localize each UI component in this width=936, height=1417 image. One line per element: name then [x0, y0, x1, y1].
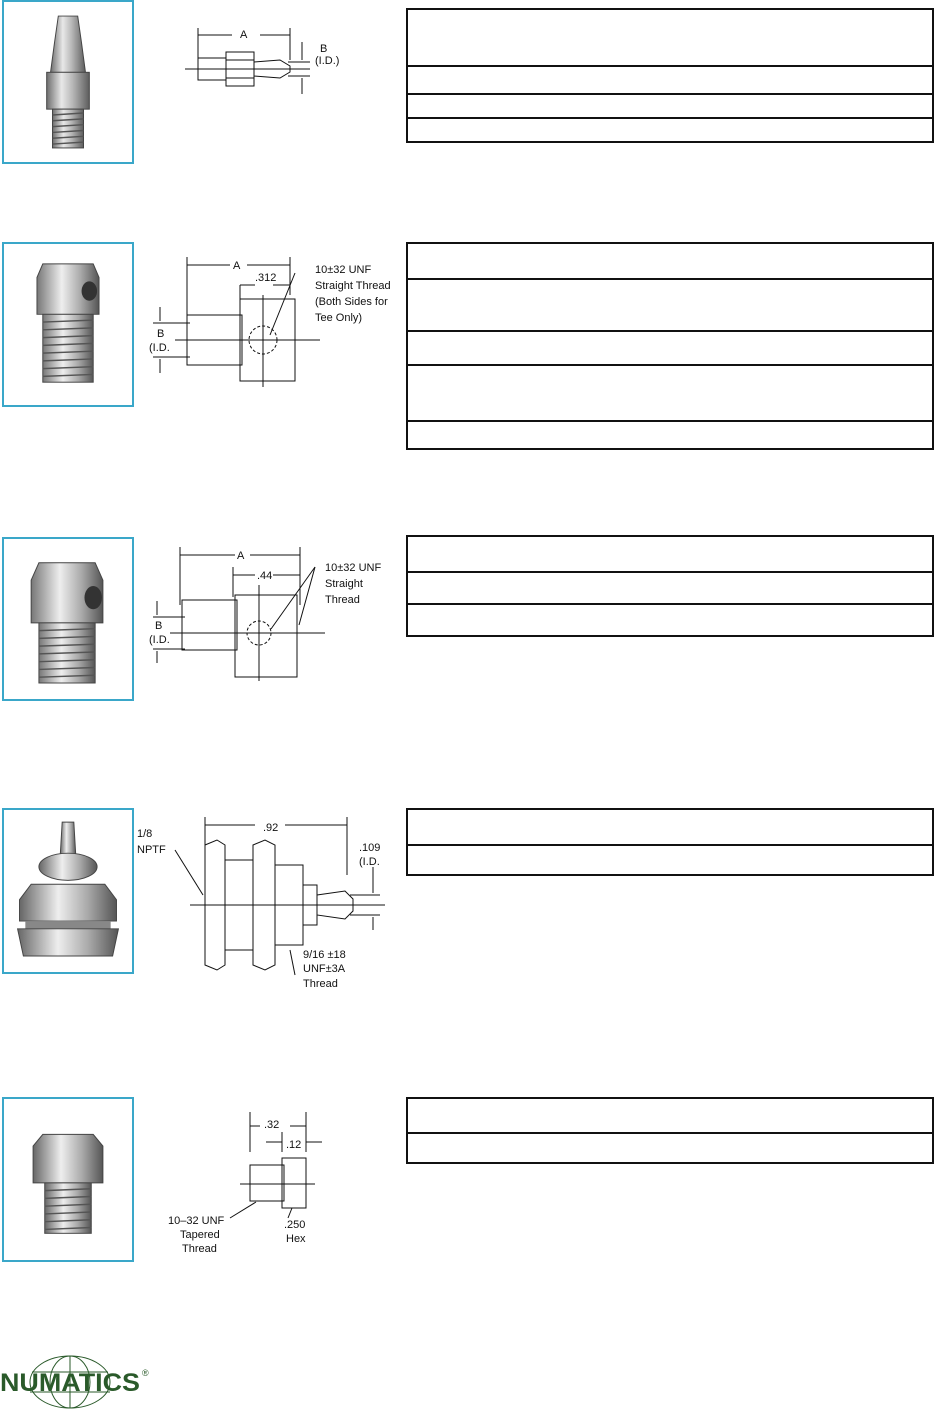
spec-row — [408, 330, 932, 364]
spec-row — [408, 244, 932, 278]
id-label-line2: (I.D. — [359, 856, 380, 868]
spec-row — [408, 364, 932, 420]
hex-label-line2: Hex — [286, 1233, 306, 1245]
spec-table-4 — [406, 808, 934, 876]
thread-label-line2: Straight Thread — [315, 280, 391, 292]
dim-12-label: .12 — [286, 1139, 302, 1151]
spec-row — [408, 93, 932, 117]
thread-label-line1: 10±32 UNF — [325, 562, 382, 574]
thread-label-line2: Tapered — [180, 1229, 220, 1241]
spec-table-1 — [406, 8, 934, 143]
thread-label-line1: 9/16 ±18 — [303, 949, 346, 961]
spec-row — [408, 65, 932, 93]
dim-b-sub-label: (I.D. — [149, 634, 170, 646]
spec-table-5 — [406, 1097, 934, 1164]
thread-label-line2: UNF±3A — [303, 963, 346, 975]
barb-fitting-image — [4, 2, 132, 162]
product-photo-plug — [2, 1097, 134, 1262]
dim-92-label: .92 — [263, 822, 279, 834]
hex-label-line1: .250 — [284, 1219, 306, 1231]
spec-table-2 — [406, 242, 934, 450]
spec-row — [408, 420, 932, 448]
spec-row — [408, 1099, 932, 1132]
dim-a-label: A — [237, 550, 245, 562]
dim-b-label: B — [155, 620, 163, 632]
spec-row — [408, 571, 932, 603]
thread-label-line4: Tee Only) — [315, 312, 363, 324]
logo-wordmark: NUMATICS — [0, 1369, 140, 1397]
numatics-logo — [0, 1352, 160, 1412]
thread-label-line2: Straight — [325, 578, 363, 590]
dim-b-sub-label: (I.D. — [149, 342, 170, 354]
id-label-line1: .109 — [359, 842, 381, 854]
product-photo-barb-fitting — [2, 0, 134, 164]
spec-row — [408, 278, 932, 330]
spec-row — [408, 117, 932, 141]
dimension-drawing-plug — [160, 1110, 360, 1260]
side-port-fitting-image — [4, 539, 132, 699]
side-port-fitting-image — [4, 244, 132, 405]
spec-row — [408, 1132, 932, 1162]
spec-row — [408, 844, 932, 874]
thread-label-line3: (Both Sides for — [315, 296, 388, 308]
thread-label-line3: Thread — [303, 978, 338, 990]
registered-mark: ® — [142, 1368, 149, 1378]
dim-312-label: .312 — [255, 272, 277, 284]
dimension-drawing-side-port — [145, 255, 405, 395]
spec-row — [408, 537, 932, 571]
dim-b-label: B — [157, 328, 165, 340]
npt-label-line2: NPTF — [137, 844, 166, 856]
thread-label-line3: Thread — [325, 594, 360, 606]
spec-row — [408, 10, 932, 65]
dimension-drawing-barb — [170, 20, 370, 100]
product-photo-side-port-fitting — [2, 242, 134, 407]
npt-label-line1: 1/8 — [137, 828, 153, 840]
dim-b-label: B — [320, 43, 328, 55]
thread-label-line3: Thread — [182, 1243, 217, 1255]
dimension-drawing-bulkhead — [135, 815, 405, 1000]
dimension-drawing-side-port-2 — [145, 545, 405, 685]
dim-a-label: A — [233, 260, 241, 272]
spec-row — [408, 810, 932, 844]
product-photo-side-port-fitting-2 — [2, 537, 134, 701]
dim-32-label: .32 — [264, 1119, 280, 1131]
dim-b-sub-label: (I.D.) — [315, 55, 340, 67]
dim-44-label: .44 — [257, 570, 273, 582]
thread-label-line1: 10±32 UNF — [315, 264, 372, 276]
thread-label-line1: 10–32 UNF — [168, 1215, 225, 1227]
plug-image — [4, 1099, 132, 1260]
dim-a-label: A — [240, 29, 248, 41]
spec-table-3 — [406, 535, 934, 637]
spec-row — [408, 603, 932, 635]
bulkhead-fitting-image — [4, 810, 132, 972]
product-photo-bulkhead-fitting — [2, 808, 134, 974]
